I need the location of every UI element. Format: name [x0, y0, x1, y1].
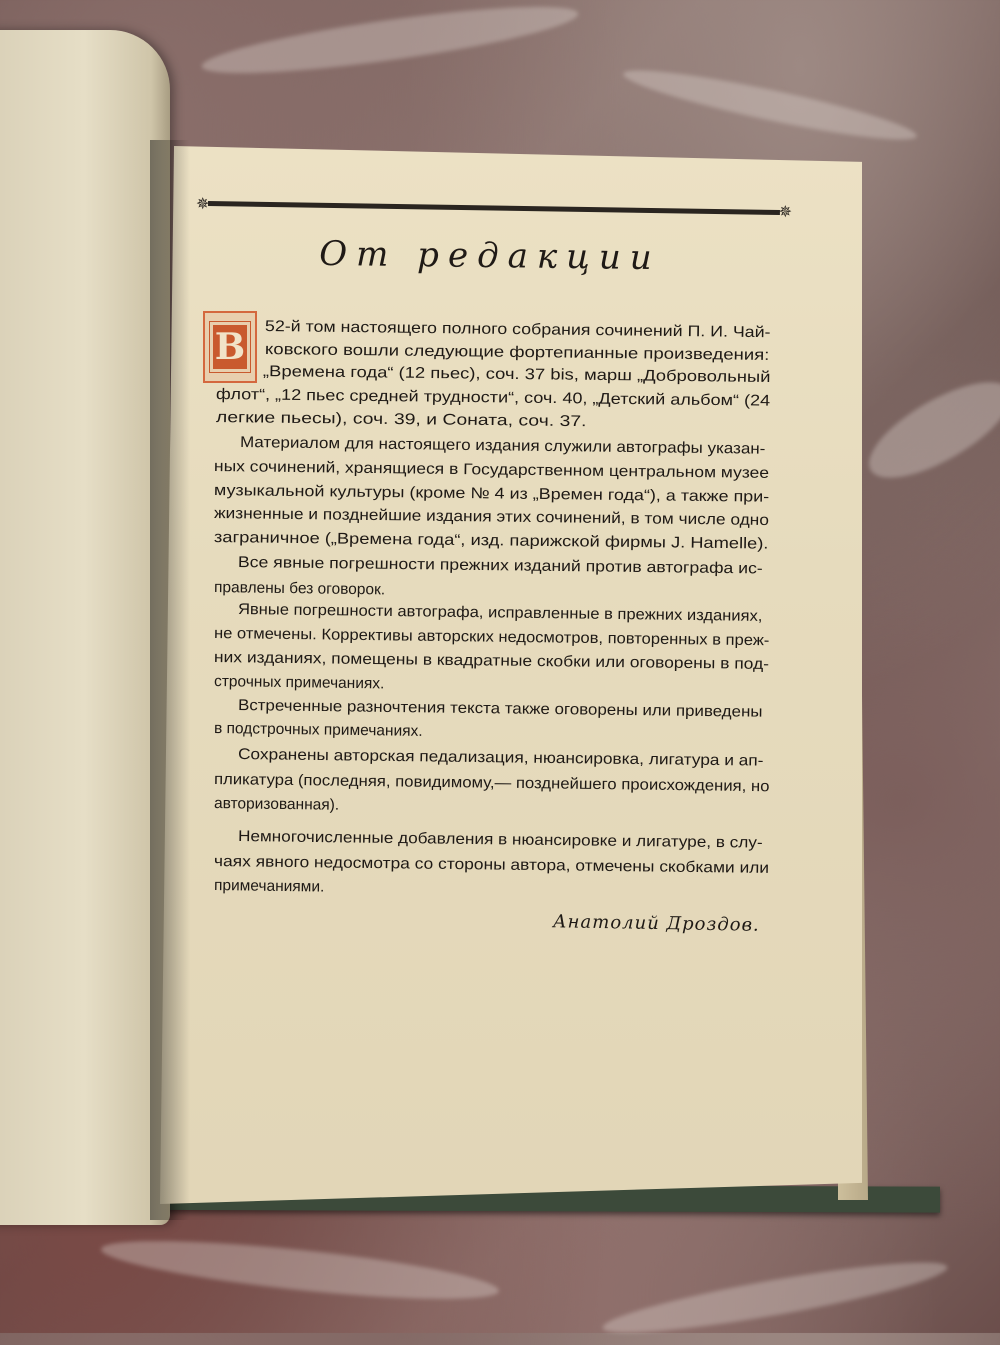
text-line: Явные погрешности автографа, исправленные в прежних изданиях, [237, 601, 763, 625]
text-line: ковского вошли следующие фортепианные произведения: [264, 341, 770, 364]
spine-shadow [150, 140, 190, 1220]
text-line: Встреченные разночтения текста также оговорены или приведены [237, 697, 763, 721]
rule-bar [208, 201, 780, 215]
text-line: заграничное („Времена года“, изд. парижской фирмы J. Hamelle). [213, 529, 769, 553]
signature: Анатолий Дроздов. [552, 911, 760, 936]
text-line: строчных примечаниях. [213, 673, 385, 693]
text-line: ных сочинений, хранящиеся в Государственном центральном музее [213, 458, 770, 482]
text-line: жизненные и позднейшие издания этих сочинений, в том числе одно [213, 505, 770, 529]
text-line: авторизованная). [213, 795, 340, 814]
text-line: них изданиях, помещены в квадратные скобки или оговорены в под- [213, 649, 770, 673]
marble-vein [199, 0, 581, 86]
marble-vein [99, 1229, 501, 1311]
marble-vein [600, 1250, 951, 1345]
ornament-star-icon: ✵ [778, 202, 792, 221]
text-line: пликатура (последняя, повидимому,— позднейшего происхождения, но [213, 771, 770, 796]
text-line: не отмечены. Коррективы авторских недосмотров, повторенных в преж- [213, 625, 770, 650]
text-line: флот“, „12 пьес средней трудности“, соч. 40, „Детский альбом“ (24 [215, 386, 771, 410]
text-line: Материалом для настоящего издания служили автографы указан- [239, 434, 766, 458]
dropcap-letter: В [214, 326, 246, 368]
text-line: Немногочисленные добавления в нюансировке и лигатуре, в слу- [237, 828, 763, 852]
text-line: Все явные погрешности прежних изданий против автографа ис- [237, 554, 763, 578]
left-page [0, 30, 170, 1225]
dropcap [203, 311, 257, 383]
text-line: музыкальной культуры (кроме № 4 из „Времен года“), а также при- [213, 482, 770, 506]
text-line: в подстрочных примечаниях. [213, 720, 423, 740]
text-line: 52-й том настоящего полного собрания сочинений П. И. Чай- [264, 318, 771, 342]
marble-vein [856, 364, 1000, 496]
text-line: легкие пьесы), соч. 39, и Соната, соч. 37. [215, 409, 587, 431]
text-line: правлены без оговорок. [213, 579, 386, 599]
page-title: От редакции [319, 233, 661, 279]
text-line: „Времена года“ (12 пьес), соч. 37 bis, марш „Добровольный [262, 363, 771, 386]
marble-vein [620, 59, 920, 151]
ornament-star-icon: ✵ [196, 194, 210, 213]
ornamental-rule [196, 194, 792, 221]
text-line: примечаниями. [213, 877, 325, 896]
text-line: Сохранены авторская педализация, нюансировка, лигатура и ап- [237, 746, 764, 770]
text-line: чаях явного недосмотра со стороны автора, отмечены скобками или [213, 853, 770, 877]
